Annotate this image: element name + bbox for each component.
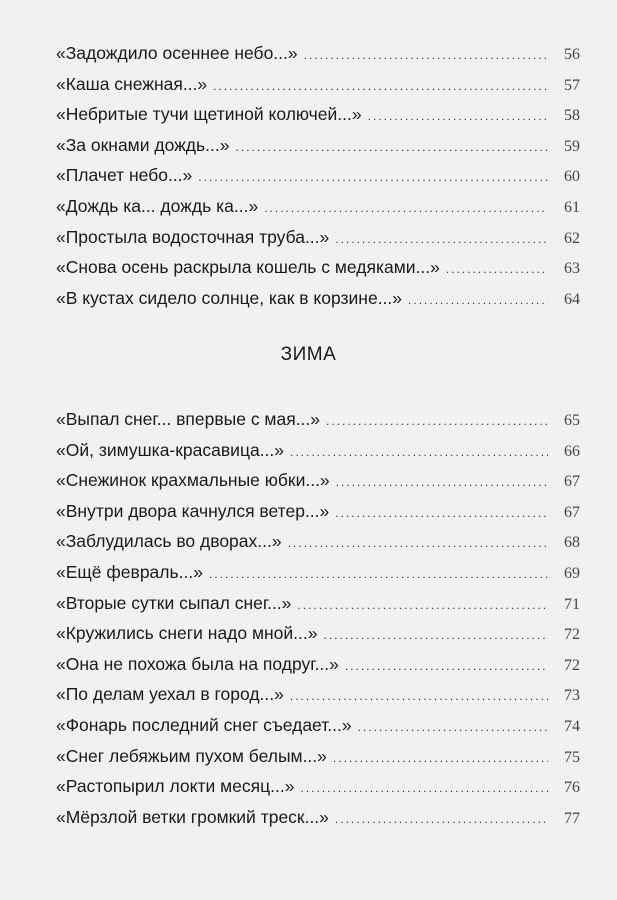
dot-leader bbox=[264, 193, 548, 224]
toc-entry bbox=[56, 252, 580, 283]
toc-entry bbox=[56, 618, 580, 649]
dot-leader bbox=[324, 620, 548, 651]
toc-entry-title: «Снежинок крахмальные юбки...» bbox=[56, 470, 330, 491]
toc-entry bbox=[56, 222, 580, 253]
dot-leader bbox=[345, 651, 548, 682]
toc-list-winter bbox=[56, 404, 580, 832]
toc-entry-title: «Простыла водосточная труба...» bbox=[56, 226, 330, 247]
toc-entry bbox=[56, 526, 580, 557]
toc-entry-title: «Дождь ка... дождь ка...» bbox=[56, 195, 259, 216]
toc-entry bbox=[56, 99, 580, 130]
toc-entry-title: «Задождило осеннее небо...» bbox=[56, 43, 298, 63]
toc-entry-title: «Она не похожа была на подруг...» bbox=[56, 653, 339, 674]
toc-entry-page: 59 bbox=[564, 137, 580, 155]
toc-entry bbox=[56, 130, 580, 161]
toc-entry-page: 67 bbox=[564, 473, 580, 491]
toc-entry-page: 56 bbox=[564, 46, 580, 63]
toc-entry bbox=[56, 496, 580, 527]
toc-entry-page: 62 bbox=[564, 229, 580, 247]
toc-entry-title: «Внутри двора качнулся ветер...» bbox=[56, 500, 330, 521]
toc-entry-page: 67 bbox=[564, 503, 580, 521]
dot-leader bbox=[235, 132, 548, 163]
toc-entry-title: «Каша снежная...» bbox=[56, 73, 208, 94]
dot-leader bbox=[335, 224, 548, 255]
toc-entry-page: 57 bbox=[564, 76, 580, 94]
toc-entry-page: 72 bbox=[564, 626, 580, 644]
toc-entry-title: «Снова осень раскрыла кошель с медяками...» bbox=[56, 257, 440, 278]
dot-leader bbox=[209, 559, 548, 590]
toc-entry bbox=[56, 404, 580, 435]
dot-leader bbox=[333, 743, 548, 774]
toc-entry-page: 73 bbox=[564, 687, 580, 705]
dot-leader bbox=[198, 162, 548, 193]
toc-entry-title: «Небритые тучи щетиной колючей...» bbox=[56, 104, 362, 125]
toc-entry-page: 76 bbox=[564, 779, 580, 797]
toc-list-autumn bbox=[56, 38, 580, 313]
toc-entry-title: «Мёрзлой ветки громкий треск...» bbox=[56, 806, 329, 827]
toc-entry-title: «За окнами дождь...» bbox=[56, 134, 230, 155]
toc-entry bbox=[56, 160, 580, 191]
toc-entry-title: «Растопырил локти месяц...» bbox=[56, 776, 295, 797]
toc-entry bbox=[56, 69, 580, 100]
toc-entry-page: 66 bbox=[564, 442, 580, 460]
toc-entry-title: «Ещё февраль...» bbox=[56, 561, 203, 582]
dot-leader bbox=[213, 71, 548, 102]
toc-entry-page: 63 bbox=[564, 260, 580, 278]
toc-entry bbox=[56, 649, 580, 680]
dot-leader bbox=[297, 590, 548, 621]
toc-entry bbox=[56, 741, 580, 772]
dot-leader bbox=[408, 285, 548, 316]
toc-entry-page: 77 bbox=[564, 809, 580, 827]
section-heading: ЗИМА bbox=[280, 344, 337, 365]
dot-leader bbox=[290, 681, 548, 712]
toc-entry-page: 74 bbox=[564, 717, 580, 735]
toc-entry bbox=[56, 435, 580, 466]
dot-leader bbox=[335, 804, 548, 835]
toc-entry bbox=[56, 771, 580, 802]
toc-entry-title: «Ой, зимушка-красавица...» bbox=[56, 439, 285, 460]
toc-entry-page: 65 bbox=[564, 412, 580, 429]
toc-entry-title: «Снег лебяжьим пухом белым...» bbox=[56, 745, 327, 766]
dot-leader bbox=[336, 467, 548, 498]
toc-entry bbox=[56, 710, 580, 741]
toc-entry-page: 61 bbox=[564, 198, 580, 216]
dot-leader bbox=[326, 406, 548, 437]
dot-leader bbox=[290, 437, 548, 468]
toc-entry bbox=[56, 557, 580, 588]
toc-entry-page: 72 bbox=[564, 656, 580, 674]
dot-leader bbox=[288, 528, 548, 559]
toc-entry-title: «Выпал снег... впервые с мая...» bbox=[56, 409, 320, 429]
toc-entry bbox=[56, 679, 580, 710]
dot-leader bbox=[300, 773, 548, 804]
toc-entry-title: «В кустах сидело солнце, как в корзине...» bbox=[56, 287, 403, 308]
toc-entry-page: 69 bbox=[564, 564, 580, 582]
dot-leader bbox=[358, 712, 548, 743]
toc-entry-title: «Фонарь последний снег съедает...» bbox=[56, 714, 352, 735]
toc-entry bbox=[56, 588, 580, 619]
toc-entry-page: 68 bbox=[564, 534, 580, 552]
dot-leader bbox=[304, 40, 548, 71]
toc-entry-title: «Заблудилась во дворах...» bbox=[56, 531, 282, 552]
dot-leader bbox=[446, 254, 548, 285]
toc-entry bbox=[56, 465, 580, 496]
toc-entry bbox=[56, 38, 580, 69]
toc-entry-title: «По делам уехал в город...» bbox=[56, 684, 284, 705]
toc-entry-title: «Плачет небо...» bbox=[56, 165, 193, 186]
toc-entry-page: 64 bbox=[564, 290, 580, 308]
toc-entry bbox=[56, 191, 580, 222]
toc-entry bbox=[56, 283, 580, 314]
dot-leader bbox=[335, 498, 548, 529]
toc-entry-page: 75 bbox=[564, 748, 580, 766]
toc-entry-page: 71 bbox=[564, 595, 580, 613]
toc-entry-title: «Вторые сутки сыпал снег...» bbox=[56, 592, 292, 613]
toc-entry-page: 60 bbox=[564, 168, 580, 186]
toc-entry-page: 58 bbox=[564, 107, 580, 125]
toc-entry bbox=[56, 802, 580, 833]
toc-entry-title: «Кружились снеги надо мной...» bbox=[56, 623, 318, 644]
dot-leader bbox=[368, 101, 548, 132]
